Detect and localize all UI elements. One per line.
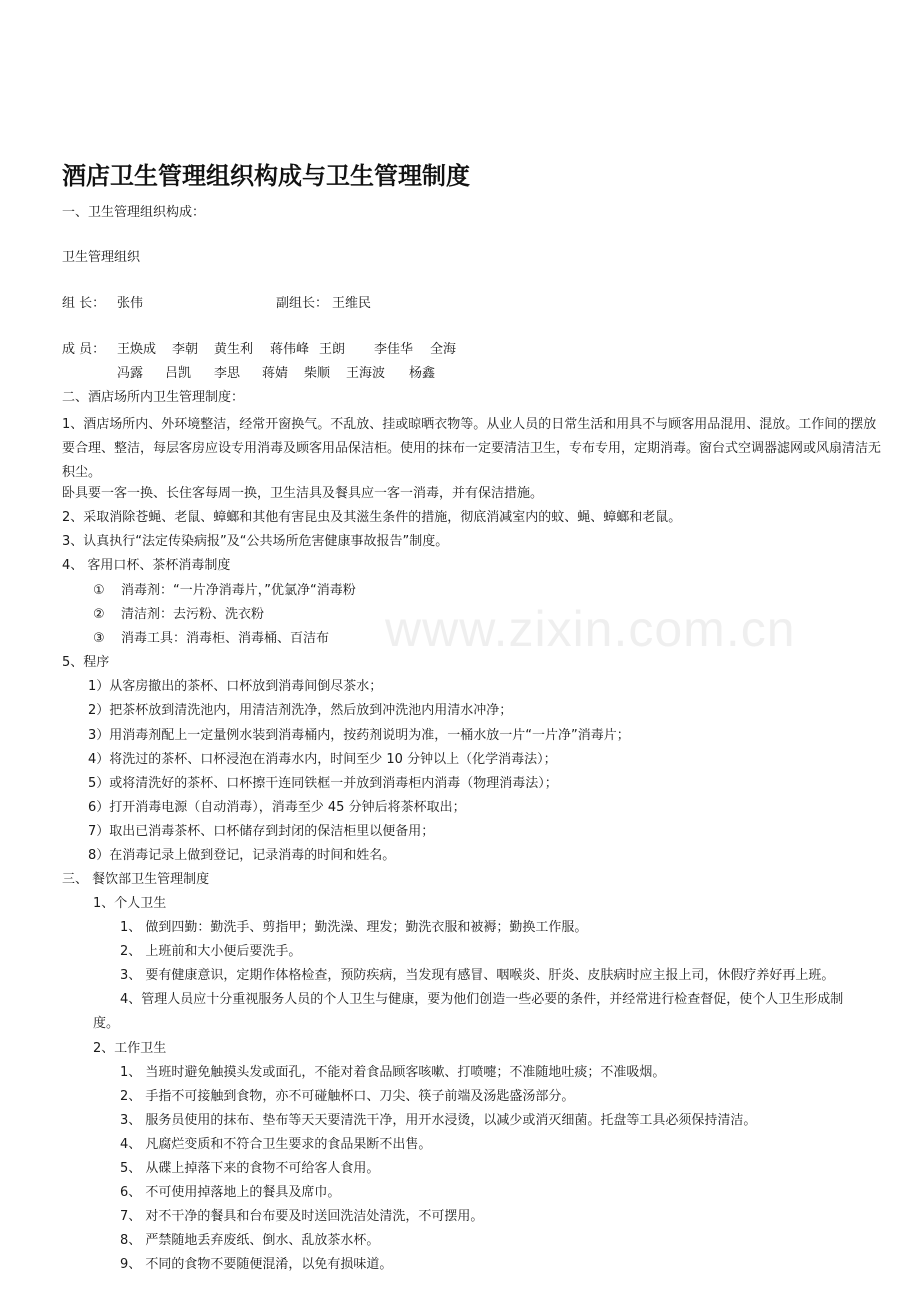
member-name: 黄生利	[214, 342, 254, 357]
item-marker: ②	[93, 607, 105, 622]
paragraph-1b: 卧具要一客一换、长住客每周一换，卫生洁具及餐具应一客一消毒，并有保洁措施。	[62, 486, 544, 501]
section-1-heading: 一、卫生管理组织构成：	[62, 205, 206, 220]
procedure-step: 5）或将清洗好的茶杯、口杯擦干连同铁框一并放到消毒柜内消毒（物理消毒法）；	[88, 776, 558, 791]
paragraph-5: 5、程序	[62, 655, 110, 670]
paragraph-2: 2、采取消除苍蝇、老鼠、蟑螂和其他有害昆虫及其滋生条件的措施，彻底消减室内的蚊、蝇、蟑螂和老鼠。	[62, 510, 682, 525]
personal-rule: 1、 做到四勤：勤洗手、剪指甲；勤洗澡、理发；勤洗衣服和被褥；勤换工作服。	[120, 920, 588, 935]
work-rule: 5、 从碟上掉落下来的食物不可给客人食用。	[120, 1161, 380, 1176]
work-rule: 7、 对不干净的餐具和台布要及时送回洗洁处清洗，不可摆用。	[120, 1209, 484, 1224]
item-text: 消毒工具：消毒柜、消毒桶、百洁布	[121, 631, 330, 646]
paragraph-4: 4、 客用口杯、茶杯消毒制度	[62, 558, 231, 573]
subsection-work-hygiene: 2、工作卫生	[93, 1041, 167, 1056]
member-name: 柴顺	[304, 366, 331, 381]
member-name: 全海	[430, 342, 457, 357]
work-rule: 9、 不同的食物不要随便混淆，以免有损味道。	[120, 1257, 393, 1272]
members-label: 成 员：	[62, 342, 106, 357]
deputy-label: 副组长：	[276, 296, 329, 311]
paragraph-3: 3、认真执行“法定传染病报”及“公共场所危害健康事故报告”制度。	[62, 534, 449, 549]
document-title: 酒店卫生管理组织构成与卫生管理制度	[62, 162, 470, 190]
member-name: 李朝	[172, 342, 199, 357]
work-rule: 8、 严禁随地丢弃废纸、倒水、乱放茶水杯。	[120, 1233, 380, 1248]
procedure-step: 4）将洗过的茶杯、口杯浸泡在消毒水内，时间至少 10 分钟以上（化学消毒法）；	[88, 752, 557, 767]
work-rule: 3、 服务员使用的抹布、垫布等天天要清洗干净，用开水浸烫，以减少或消灭细菌。托盘等工具必须保持清洁。	[120, 1113, 757, 1128]
procedure-step: 2）把茶杯放到清洗池内，用清洁剂洗净，然后放到冲洗池内用清水冲净；	[88, 703, 513, 718]
personal-rule: 2、 上班前和大小便后要洗手。	[120, 944, 302, 959]
work-rule: 1、 当班时避免触摸头发或面孔，不能对着食品顾客咳嗽、打喷嚏；不准随地吐痰；不准吸烟。	[120, 1065, 666, 1080]
member-name: 蒋伟峰	[270, 342, 310, 357]
disinfect-item	[93, 630, 329, 648]
member-name: 王海波	[346, 366, 386, 381]
item-text: 消毒剂：“一片净消毒片，”优氯净“消毒粉	[121, 583, 356, 598]
member-name: 王焕成	[117, 342, 157, 357]
personal-rule: 3、 要有健康意识，定期作体格检查，预防疾病，当发现有感冒、咽喉炎、肝炎、皮肤病时应主报上司，休假疗养好再上班。	[120, 968, 835, 983]
leader-label: 组 长：	[62, 296, 106, 311]
member-name: 冯露	[117, 366, 144, 381]
work-rule: 6、 不可使用掉落地上的餐具及席巾。	[120, 1185, 341, 1200]
procedure-step: 3）用消毒剂配上一定量例水装到消毒桶内，按药剂说明为准，一桶水放一片“一片净”消毒片；	[88, 728, 630, 743]
disinfect-item	[93, 606, 264, 624]
work-rule: 2、 手指不可接触到食物，亦不可碰触杯口、刀尖、筷子前端及汤匙盛汤部分。	[120, 1089, 575, 1104]
leader-name: 张伟	[117, 296, 144, 311]
paragraph-1: 1、酒店场所内、外环境整洁，经常开窗换气。不乱放、挂或晾晒衣物等。从业人员的日常生活和用具不与顾客用品混用、混放。工作间的摆放要合理、整洁，每层客房应设专用消毒及顾客用品保洁柜。使用的抹布一定要清洁卫生，专布专用，定期消毒。窗台式空调器滤网或风扇清洁无积尘。	[62, 417, 882, 480]
item-marker: ③	[93, 631, 105, 646]
procedure-step: 6）打开消毒电源（自动消毒），消毒至少 45 分钟后将茶杯取出；	[88, 800, 466, 815]
subsection-personal-hygiene: 1、个人卫生	[93, 896, 167, 911]
org-label: 卫生管理组织	[62, 250, 141, 265]
section-3-heading: 三、 餐饮部卫生管理制度	[62, 872, 210, 887]
member-name: 李思	[214, 366, 241, 381]
personal-rule: 4、管理人员应十分重视服务人员的个人卫生与健康，要为他们创造一些必要的条件，并经常进行检查督促，使个人卫生形成制	[120, 992, 844, 1007]
deputy-name: 王维民	[332, 296, 372, 311]
member-name: 蒋婧	[262, 366, 289, 381]
watermark: www.zixin.com.cn	[385, 601, 796, 657]
item-text: 清洁剂：去污粉、洗衣粉	[121, 607, 265, 622]
member-name: 杨鑫	[409, 366, 436, 381]
disinfect-item	[93, 582, 356, 600]
personal-rule-continued: 度。	[93, 1016, 120, 1031]
item-marker: ①	[93, 583, 105, 598]
member-name: 李佳华	[374, 342, 414, 357]
member-name: 吕凯	[165, 366, 192, 381]
procedure-step: 8）在消毒记录上做到登记，记录消毒的时间和姓名。	[88, 848, 396, 863]
section-2-heading: 二、酒店场所内卫生管理制度：	[62, 390, 245, 405]
member-name: 王朗	[319, 342, 346, 357]
procedure-step: 7）取出已消毒茶杯、口杯储存到封闭的保洁柜里以便备用；	[88, 824, 435, 839]
procedure-step: 1）从客房撤出的茶杯、口杯放到消毒间倒尽茶水；	[88, 679, 383, 694]
work-rule: 4、 凡腐烂变质和不符合卫生要求的食品果断不出售。	[120, 1137, 432, 1152]
